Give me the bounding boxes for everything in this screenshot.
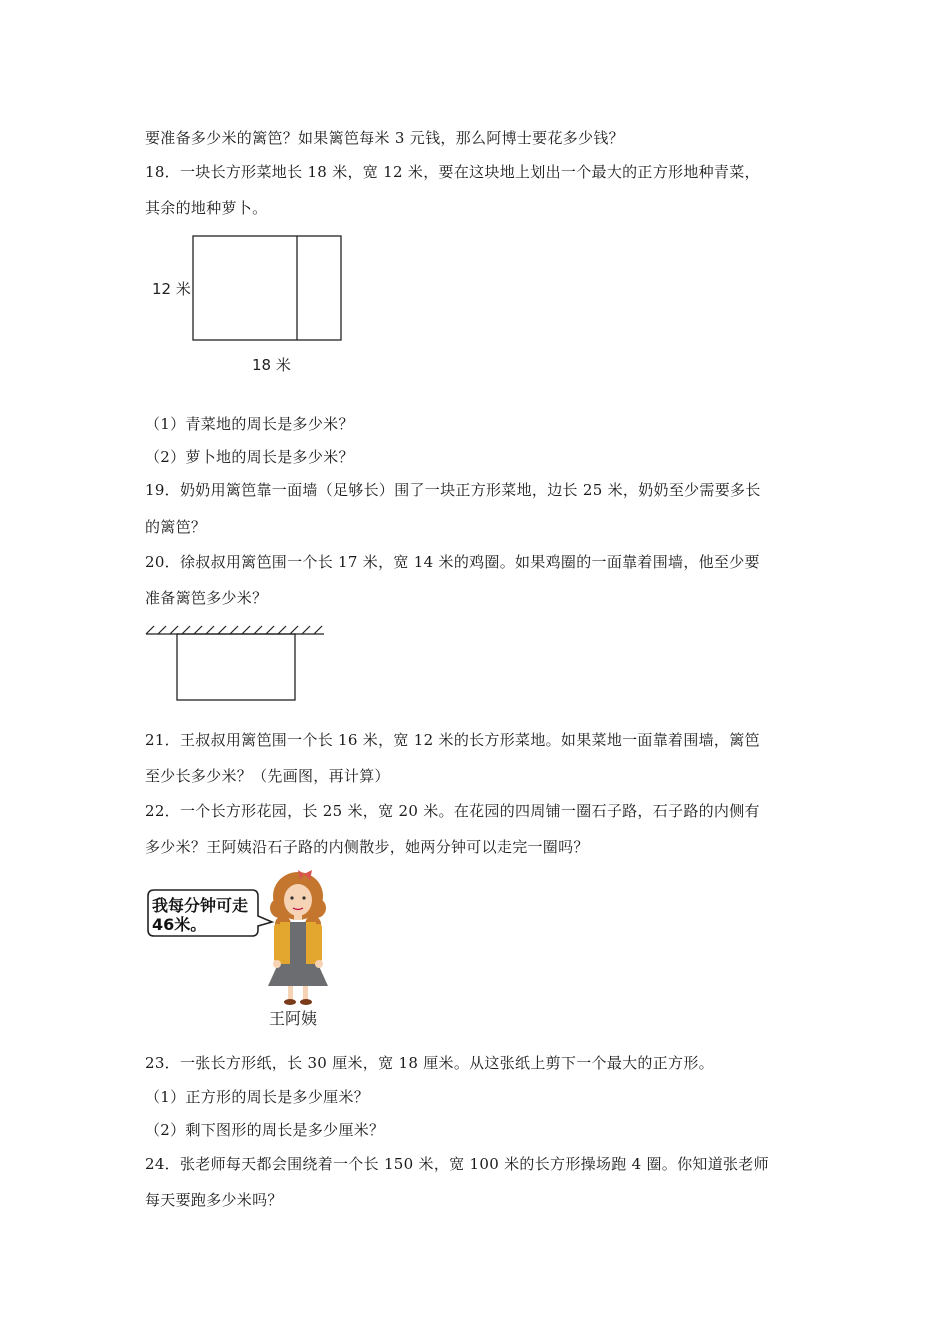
q23-sub1: （1）正方形的周长是多少厘米？ (145, 1088, 370, 1106)
fig20 (140, 620, 340, 706)
q18-line2: 其余的地种萝卜。 (145, 199, 268, 217)
fig18-diagram (140, 228, 360, 378)
q20-line1: 20．徐叔叔用篱笆围一个长 17 米，宽 14 米的鸡圈。如果鸡圈的一面靠着围墙，他至少要 (145, 553, 760, 571)
q18-sub1: （1）青菜地的周长是多少米？ (145, 415, 354, 433)
q20-line2: 准备篱笆多少米？ (145, 589, 268, 607)
fig18-width-label: 12 米 (152, 280, 191, 298)
fig18-length-label: 18 米 (252, 356, 291, 374)
fig20-diagram (140, 620, 340, 706)
fig18-outer-rect (193, 236, 341, 340)
woman-caption: 王阿姨 (269, 1009, 318, 1028)
q18-line1: 18．一块长方形菜地长 18 米，宽 12 米，要在这块地上划出一个最大的正方形地种青菜， (145, 163, 760, 181)
q23-line: 23．一张长方形纸，长 30 厘米，宽 18 厘米。从这张纸上剪下一个最大的正方形。 (145, 1054, 714, 1072)
bubble-line2: 46米。 (152, 915, 207, 934)
fig18 (140, 228, 360, 378)
q19-line2: 的篱笆？ (145, 518, 207, 536)
q19-line1: 19．奶奶用篱笆靠一面墙（足够长）围了一块正方形菜地，边长 25 米，奶奶至少需要多长 (145, 481, 761, 499)
q24-line2: 每天要跑多少米吗？ (145, 1191, 283, 1209)
q22-line1: 22．一个长方形花园，长 25 米，宽 20 米。在花园的四周铺一圈石子路，石子路的内侧有 (145, 802, 760, 820)
q24-line1: 24．张老师每天都会围绕着一个长 150 米，宽 100 米的长方形操场跑 4 圈。你知道张老师 (145, 1155, 769, 1173)
l1: 要准备多少米的篱笆？如果篱笆每米 3 元钱，那么阿博士要花多少钱？ (145, 129, 624, 147)
woman-figure (268, 870, 328, 1005)
fig20-wall-hatching (146, 626, 322, 634)
fig20-pen-rect (177, 634, 295, 700)
q23-sub2: （2）剩下图形的周长是多少厘米？ (145, 1121, 385, 1139)
bubble-line1: 我每分钟可走 (152, 896, 249, 915)
q22-line2: 多少米？王阿姨沿石子路的内侧散步，她两分钟可以走完一圈吗？ (145, 838, 589, 856)
q21-line1: 21．王叔叔用篱笆围一个长 16 米，宽 12 米的长方形菜地。如果菜地一面靠着围墙，篱笆 (145, 731, 760, 749)
q18-sub2: （2）萝卜地的周长是多少米？ (145, 448, 354, 466)
fig22 (140, 868, 340, 1033)
q21-line2: 至少长多少米？（先画图，再计算） (145, 767, 390, 785)
